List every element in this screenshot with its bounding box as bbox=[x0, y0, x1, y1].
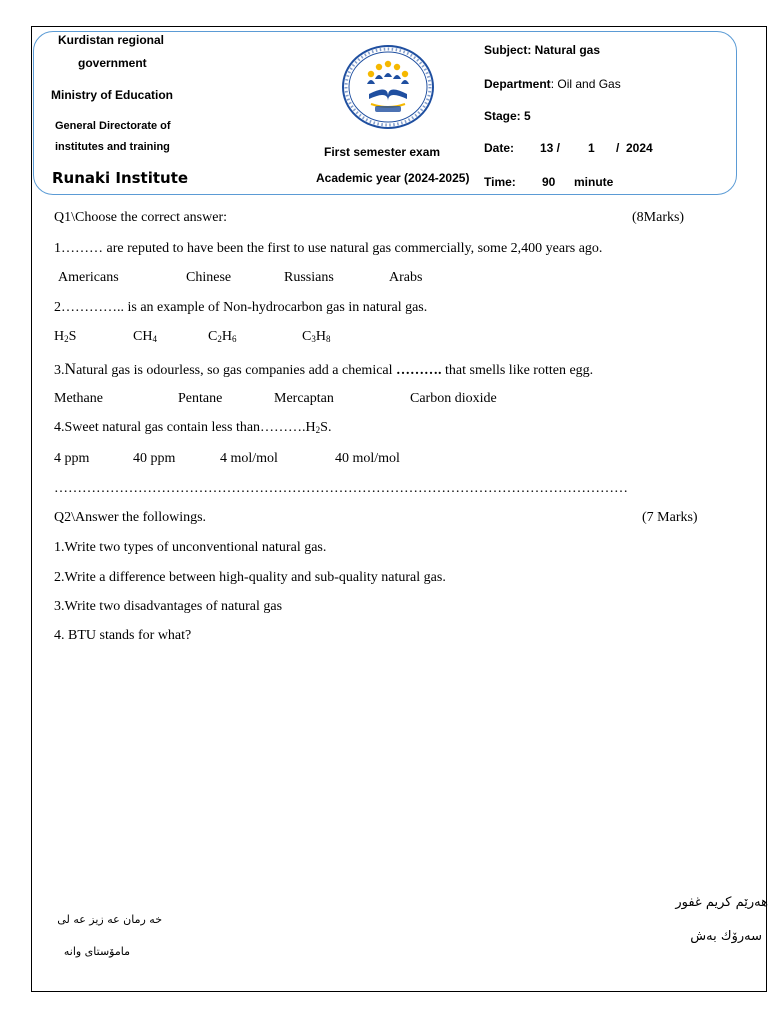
header-department bbox=[484, 77, 621, 91]
q1-item-3-option: Pentane bbox=[178, 391, 223, 406]
q1-item-4-option: 40 mol/mol bbox=[335, 451, 400, 466]
header-time-value: 90 bbox=[542, 175, 556, 189]
q1-item-3-option: Mercaptan bbox=[274, 391, 334, 406]
header-institute-name: Runaki Institute bbox=[52, 169, 189, 187]
header-time-unit: minute bbox=[574, 175, 614, 189]
header-department-label: Department bbox=[484, 77, 551, 91]
q1-item-2-option: $CH_4$ bbox=[133, 329, 157, 344]
header-academic-year: Academic year (2024-2025) bbox=[316, 171, 470, 185]
q1-item-1-option: Russians bbox=[284, 270, 334, 285]
header-date-label: Date: bbox=[484, 141, 515, 155]
q2-item: 3.Write two disadvantages of natural gas bbox=[54, 599, 283, 614]
teacher-name: خه رمان عه زيز عه لى bbox=[57, 913, 162, 926]
runaki-institute-seal-icon bbox=[341, 44, 435, 130]
q1-item-2-option: $H_2S$ bbox=[54, 329, 77, 344]
q1-title: Q1\Choose the correct answer: bbox=[54, 210, 227, 225]
header-directorate-line2: institutes and training bbox=[55, 141, 170, 153]
q1-item-4-option: 4 ppm bbox=[54, 451, 90, 466]
q1-item-3-option: Methane bbox=[54, 391, 103, 406]
q1-item-4-text: 4.Sweet natural gas contain less $than\dots\dots\dots.H_2S$. bbox=[54, 420, 332, 435]
q1-marks: (8Marks) bbox=[632, 210, 685, 225]
header-department-colon: : Oil and Gas bbox=[550, 77, 621, 91]
q1-item-1-option: Americans bbox=[58, 270, 119, 285]
header-date-year: / 2024 bbox=[616, 141, 653, 155]
section-divider: …………………………………………………………………………………………………………… bbox=[54, 481, 628, 496]
teacher-title: مامۆستای وانه bbox=[63, 945, 130, 958]
header-government-line2: government bbox=[78, 56, 147, 70]
q1-item-4-option: 4 mol/mol bbox=[220, 451, 278, 466]
department-head-title: سەرۆك بەش bbox=[690, 929, 762, 944]
header-ministry: Ministry of Education bbox=[51, 88, 174, 102]
department-head-name: هەرێم كريم غفور bbox=[675, 895, 768, 910]
q1-item-2-option: $C_3H_8$ bbox=[302, 329, 331, 344]
header-date-month: 1 bbox=[588, 141, 595, 155]
header-government-line1: Kurdistan regional bbox=[58, 33, 165, 47]
header-subject: Subject: Natural gas bbox=[484, 43, 601, 57]
header-exam-title: First semester exam bbox=[324, 145, 441, 159]
q1-item-1-option: Arabs bbox=[389, 270, 423, 285]
q1-item-3-text: 3.Natural gas is odourless, so gas companies add a chemical ………. that smells like rotten egg. bbox=[54, 361, 594, 378]
header-directorate-line1: General Directorate of bbox=[55, 120, 171, 132]
q2-item: 2.Write a difference between high-quality and sub-quality natural gas. bbox=[54, 570, 446, 585]
q2-item: 1.Write two types of unconventional natural gas. bbox=[54, 540, 327, 555]
q1-item-2-text: 2………….. is an example of Non-hydrocarbon gas in natural gas. bbox=[54, 300, 428, 315]
header-date-day: 13 / bbox=[540, 141, 561, 155]
q1-item-4-option: 40 ppm bbox=[133, 451, 176, 466]
q2-item: 4. BTU stands for what? bbox=[54, 628, 192, 643]
q1-item-2-option: $C_2H_6$ bbox=[208, 329, 237, 344]
q1-item-1-text: 1……… are reputed to have been the first to use natural gas commercially, some 2,400 years ago. bbox=[54, 241, 603, 256]
q2-title: Q2\Answer the followings. bbox=[54, 510, 207, 525]
q1-item-1-option: Chinese bbox=[186, 270, 232, 285]
q1-item-3-option: Carbon dioxide bbox=[410, 391, 497, 406]
header-stage: Stage: 5 bbox=[484, 109, 531, 123]
q2-marks: (7 Marks) bbox=[642, 510, 698, 525]
header-time-label: Time: bbox=[484, 175, 516, 189]
